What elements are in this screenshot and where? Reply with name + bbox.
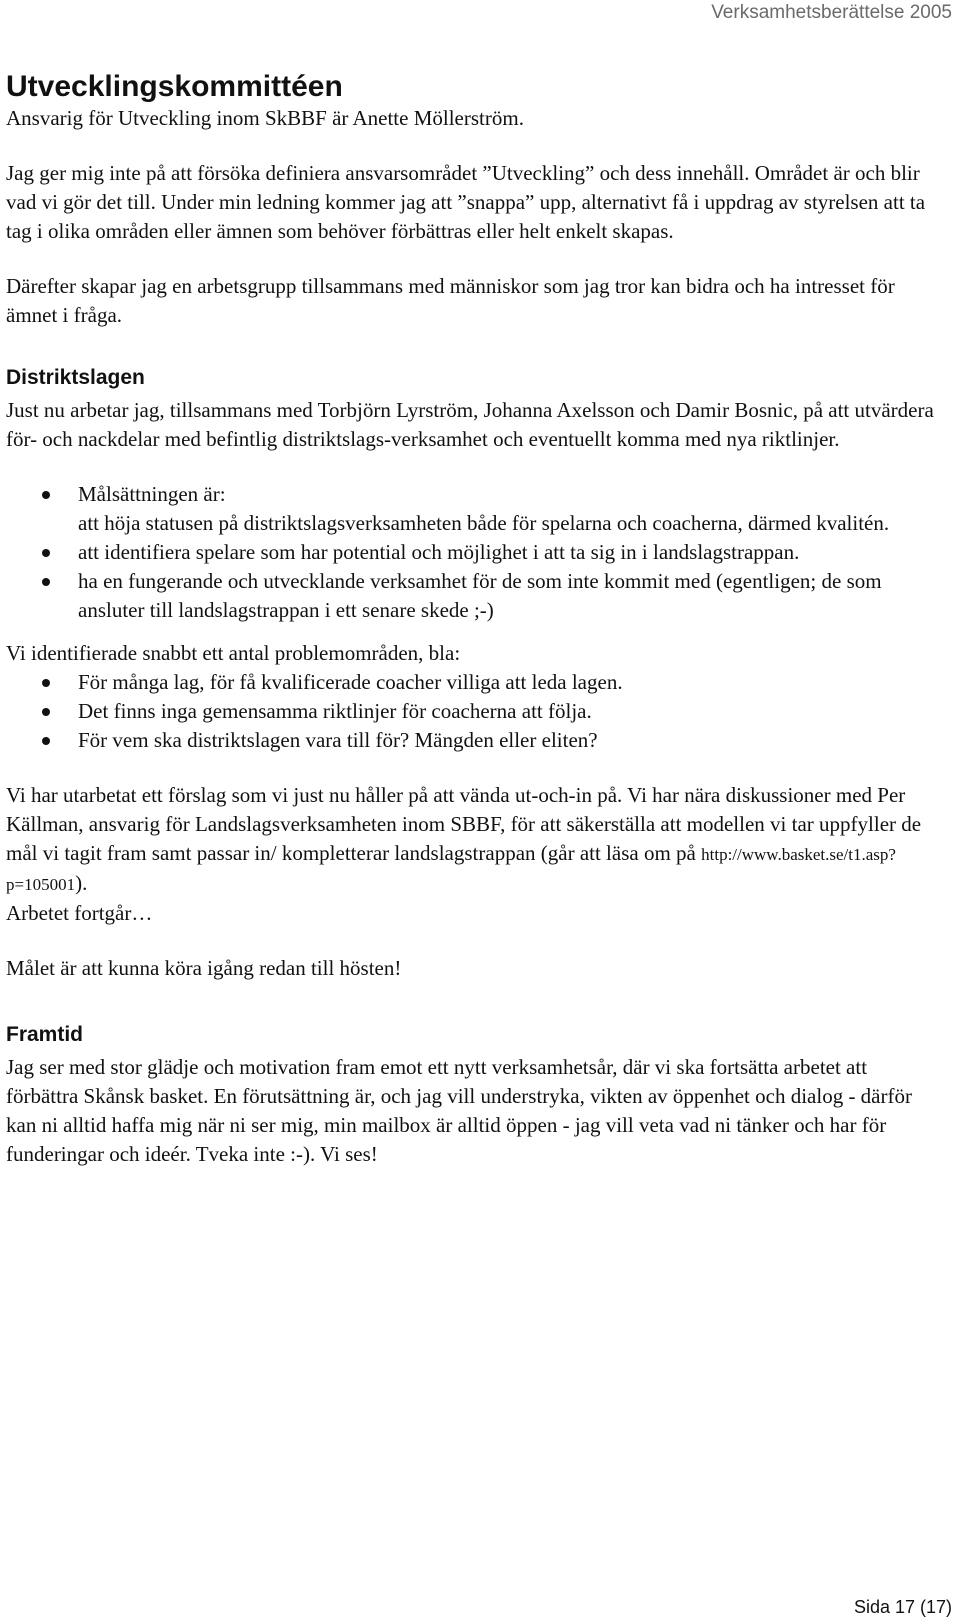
goal-lead: Målsättningen är: xyxy=(78,482,226,506)
paragraph: Jag ser med stor glädje och motivation fram emot ett nytt verksamhetsår, där vi ska fortsätta arbetet att förbättra Skånsk basket. En förutsättning är, och jag vill understryka, vikten av öppenhet och dialog - därför kan ni alltid haffa mig när ni ser mig, min mailbox är alltid öppen - jag vill veta vad ni tänker och har för funderingar och ideér. Tveka inte :-). Vi ses! xyxy=(6,1055,912,1166)
section-utvecklingskommitteen xyxy=(6,70,934,330)
bullet-icon xyxy=(42,578,50,586)
problem-text: För många lag, för få kvalificerade coacher villiga att leda lagen. xyxy=(78,670,623,694)
proposal-end: ). xyxy=(75,871,88,895)
bullet-icon xyxy=(42,737,50,745)
list-item xyxy=(6,697,934,726)
paragraph: Därefter skapar jag en arbetsgrupp tillsammans med människor som jag tror kan bidra och ha intresset för ämnet i fråga. xyxy=(6,274,895,327)
goal-text: ha en fungerande och utvecklande verksamhet för de som inte kommit med (egentligen; de som ansluter till landslagstrappan i ett senare skede ;-) xyxy=(78,569,882,622)
bullet-icon xyxy=(42,708,50,716)
goal-text: att höja statusen på distriktslagsverksamheten både för spelarna och coacherna, därmed kvalitén. xyxy=(78,511,890,535)
problem-text: För vem ska distriktslagen vara till för? Mängden eller eliten? xyxy=(78,728,598,752)
bullet-icon xyxy=(42,679,50,687)
paragraph xyxy=(6,781,934,928)
document-header: Verksamhetsberättelse 2005 xyxy=(711,2,952,23)
paragraph: Just nu arbetar jag, tillsammans med Torbjörn Lyrström, Johanna Axelsson och Damir Bosnic, på att utvärdera för- och nackdelar med befintlig distriktslags-verksamhet och eventuellt komma med nya riktlinjer. xyxy=(6,398,934,451)
goal-text: att identifiera spelare som har potential och möjlighet i att ta sig in i landslagstrappan. xyxy=(78,540,800,564)
proposal-text: Vi har utarbetat ett förslag som vi just nu håller på att vända ut-och-in på. Vi har nära diskussioner med Per Källman, ansvarig för Landslagsverksamheten inom SBBF, för att säkerställa att modellen vi tar uppfyller de mål vi tagit fram samt passar in/ kompletterar landslagstrappan (går att läsa om på xyxy=(6,783,922,865)
section-heading: Utvecklingskommittéen xyxy=(6,70,343,103)
section-heading: Distriktslagen xyxy=(6,366,145,389)
paragraph: Vi identifierade snabbt ett antal problemområden, bla: xyxy=(6,641,461,665)
proposal-link[interactable]: http://www.basket.se/t1.asp?p=105001 xyxy=(6,845,896,894)
list-item xyxy=(6,726,934,755)
list-item xyxy=(6,567,934,625)
progress-text: Arbetet fortgår… xyxy=(6,901,153,925)
paragraph: Jag ger mig inte på att försöka definiera ansvarsområdet ”Utveckling” och dess innehåll. Området är och blir vad vi gör det till. Under min ledning kommer jag att ”snappa” upp, alternativt få i uppdrag av styrelsen att ta tag i olika områden eller ämnen som behöver förbättras eller helt enkelt skapas. xyxy=(6,161,926,243)
list-item xyxy=(6,668,934,697)
section-heading: Framtid xyxy=(6,1023,84,1046)
list-item xyxy=(6,480,934,538)
paragraph: Målet är att kunna köra igång redan till hösten! xyxy=(6,956,402,980)
bullet-icon xyxy=(42,549,50,557)
page-number: Sida 17 (17) xyxy=(853,1597,952,1617)
section-distriktslagen xyxy=(6,364,934,983)
goals-list xyxy=(6,480,934,625)
list-item xyxy=(6,538,934,567)
section-framtid xyxy=(6,1021,934,1169)
problem-text: Det finns inga gemensamma riktlinjer för coacherna att följa. xyxy=(78,699,592,723)
problems-list xyxy=(6,668,934,755)
bullet-icon xyxy=(42,491,50,499)
responsible-line: Ansvarig för Utveckling inom SkBBF är Anette Möllerström. xyxy=(6,106,524,130)
page-content xyxy=(6,70,934,1169)
